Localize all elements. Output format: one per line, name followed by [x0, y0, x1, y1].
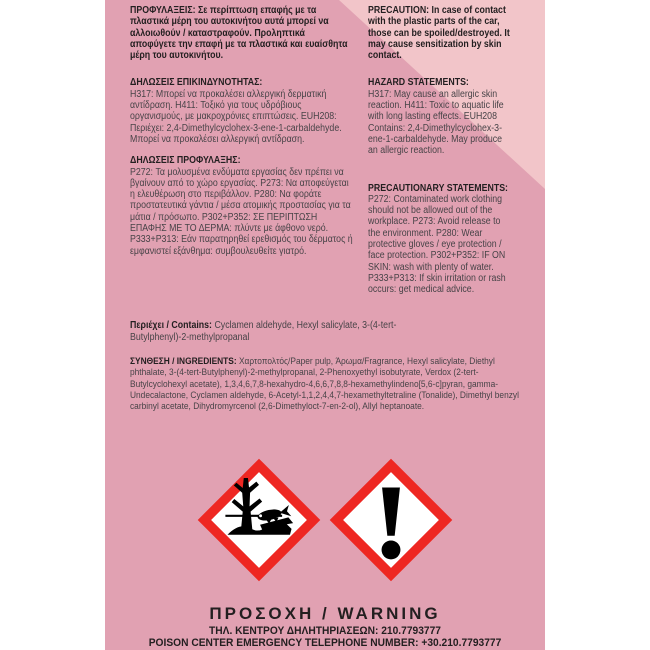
- english-hazard-statements-heading: HAZARD STATEMENTS:: [368, 77, 469, 89]
- greek-precaution-paragraph: ΠΡΟΦΥΛΑΞΕΙΣ: Σε περίπτωση επαφής με τα πλαστικά μέρη του αυτοκινήτου αυτά μπορεί να αλλοιωθούν / καταστραφούν. Προληπτικά αποφύγετε την επαφή με τα πλαστικά και ευαίσθητα μέρη του αυτοκινήτου.: [130, 5, 348, 62]
- warning-title: ΠΡΟΣΟΧΗ / WARNING: [209, 604, 441, 623]
- english-hazard-statements-body: H317: May cause an allergic skin reaction. H411: Toxic to aquatic life with long lasting effects. EUH208 Contains: 2,4-Dimethylcyclohex-3-ene-1-carbaldehyde. May produce an allergic reaction.: [368, 88, 504, 157]
- english-precautionary-statements-heading: PRECAUTIONARY STATEMENTS:: [368, 182, 508, 194]
- poison-center-phones: [120, 625, 529, 649]
- greek-precautionary-statements-heading: ΔΗΛΩΣΕΙΣ ΠΡΟΦΥΛΑΞΗΣ:: [130, 155, 241, 167]
- greek-precautionary-statements-body: P272: Τα μολυσμένα ενδύματα εργασίας δεν πρέπει να βγαίνουν από το χώρο εργασίας. P273: Να αποφεύγεται η ελευθέρωση στο περιβάλλον. P280: Να φοράτε προστατευτικά γάντια / μέσα ατομικής προστασίας για τα μάτια / πρόσωπο. P302+P352: ΣΕ ΠΕΡΙΠΤΩΣΗ ΕΠΑΦΗΣ ΜΕ ΤΟ ΔΕΡΜΑ: πλύντε με άφθονο νερό. P333+P313: Εάν παρατηρηθεί ερεθισμός του δέρματος ή εμφανιστεί εξάνθημα: συμβουλευθείτε γιατρό.: [130, 166, 353, 257]
- product-warning-label: [105, 0, 545, 650]
- english-text-column: [368, 5, 511, 296]
- ingredients-label: ΣΥΝΘΕΣΗ / INGREDIENTS:: [130, 356, 237, 367]
- greek-hazard-statements-heading: ΔΗΛΩΣΕΙΣ ΕΠΙΚΙΝΔΥΝΟΤΗΤΑΣ:: [130, 77, 263, 89]
- ingredients-value: Χαρτοπολτός/Paper pulp, Άρωμα/Fragrance, Hexyl salicylate, Diethyl phthalate, 3-(4-tert-Butylphenyl)-2-methylpropanal, 2-Phenoxyethyl isobutyrate, Verdox (2-tert-Butylcyclohexyl acetate), 1,3,4,6,7,8-hexahydro-4,6,6,7,8,8-hexamethylindeno[5,6-c]pyran, gamma-Undecalactone, Cyclamen aldehyde, 6-Acetyl-1,1,2,4,4,7-hexamethyltetraline (Tonalide), Dimethyl benzyl carbinyl acetate, Dihydromyrcenol (2,6-Dimethyloct-7-en-2-ol), Allyl heptanoate.: [130, 356, 519, 413]
- warning-footer: [105, 604, 545, 649]
- ghs07-exclamation-mark-icon: [328, 457, 454, 583]
- poison-center-phone-greek: ΤΗΛ. ΚΕΝΤΡΟΥ ΔΗΛΗΤΗΡΙΑΣΕΩΝ: 210.7793777: [209, 625, 441, 637]
- poison-center-phone-english: POISON CENTER EMERGENCY TELEPHONE NUMBER: +30.210.7793777: [148, 637, 502, 650]
- greek-hazard-statements-body: H317: Μπορεί να προκαλέσει αλλεργική δερματική αντίδραση. H411: Τοξικό για τους υδρόβιους οργανισμούς, με μακροχρόνιες επιπτώσεις. EUH208: Περιέχει: 2,4-Dimethylcyclohex-3-ene-1-carbaldehyde. Μπορεί να προκαλέσει αλλεργική αντίδραση.: [130, 88, 342, 145]
- english-precaution-paragraph: PRECAUTION: In case of contact with the plastic parts of the car, those can be spoiled/destroyed. It may cause sensitization by skin contact.: [368, 5, 510, 62]
- contains-value: Cyclamen aldehyde, Hexyl salicylate, 3-(4-tert-Butylphenyl)-2-methylpropanal: [130, 320, 397, 343]
- ghs09-environmental-hazard-icon: [196, 457, 322, 583]
- greek-text-column: [130, 5, 353, 257]
- ghs-pictogram-row: [105, 457, 545, 583]
- english-precautionary-statements-body: P272: Contaminated work clothing should not be allowed out of the workplace. P273: Avoid release to the environment. P280: Wear protective gloves / eye protection / face protection. P302+P352: IF ON SKIN: wash with plenty of water. P333+P313: If skin irritation or rash occurs: get medical advice.: [368, 193, 506, 296]
- ingredients-paragraph: [130, 356, 528, 412]
- contains-label: Περιέχει / Contains:: [130, 320, 212, 331]
- contains-line: [130, 320, 430, 343]
